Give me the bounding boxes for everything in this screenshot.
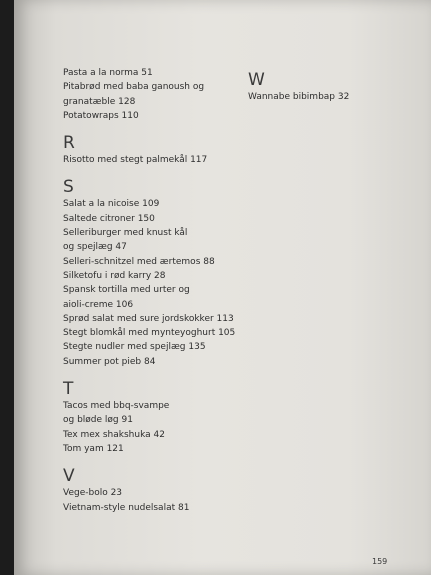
index-entry: Tom yam 121 bbox=[63, 443, 124, 454]
index-section-s bbox=[63, 177, 263, 369]
index-entry: Tex mex shakshuka 42 bbox=[63, 429, 165, 440]
index-section-p bbox=[63, 66, 263, 123]
index-entry: granatæble 128 bbox=[63, 96, 136, 107]
index-entry: og spejlæg 47 bbox=[63, 242, 127, 253]
index-entry: Pasta a la norma 51 bbox=[63, 68, 153, 78]
index-entry: Risotto med stegt palmekål 117 bbox=[63, 155, 208, 166]
index-entry: Vege-bolo 23 bbox=[63, 488, 123, 499]
section-letter: S bbox=[63, 177, 74, 198]
page-number: 159 bbox=[372, 557, 388, 566]
index-entry: Sprød salat med sure jordskokker 113 bbox=[63, 313, 234, 324]
index-entry: og bløde løg 91 bbox=[63, 415, 133, 426]
index-entry: Pitabrød med baba ganoush og bbox=[63, 82, 205, 93]
index-entry: Selleriburger med knust kål bbox=[63, 228, 188, 239]
index-entry: Saltede citroner 150 bbox=[63, 213, 155, 224]
book-page bbox=[14, 0, 431, 575]
section-letter: W bbox=[248, 70, 265, 90]
index-section-t bbox=[63, 379, 263, 456]
index-entry: Stegt blomkål med mynteyoghurt 105 bbox=[63, 328, 236, 339]
index-entry: aioli-creme 106 bbox=[63, 299, 134, 310]
section-letter: T bbox=[63, 379, 74, 400]
index-entry: Wannabe bibimbap 32 bbox=[248, 92, 350, 102]
index-entry: Selleri-schnitzel med ærtemos 88 bbox=[63, 256, 215, 267]
index-section-r bbox=[63, 133, 263, 167]
index-section-w bbox=[248, 70, 428, 104]
index-entry: Summer pot pieb 84 bbox=[63, 356, 156, 367]
index-entry: Stegte nudler med spejlæg 135 bbox=[63, 342, 206, 353]
section-letter: V bbox=[63, 466, 75, 487]
index-section-v bbox=[63, 466, 263, 515]
index-column-left bbox=[63, 66, 263, 515]
section-letter: R bbox=[63, 133, 75, 154]
index-entry: Salat a la nicoise 109 bbox=[63, 199, 160, 210]
index-entry: Tacos med bbq-svampe bbox=[63, 401, 170, 412]
index-entry: Silketofu i rød karry 28 bbox=[63, 270, 166, 281]
index-entry: Spansk tortilla med urter og bbox=[63, 285, 190, 296]
index-entry: Vietnam-style nudelsalat 81 bbox=[63, 502, 190, 513]
index-entry: Potatowraps 110 bbox=[63, 110, 139, 121]
index-column-right bbox=[248, 70, 428, 104]
